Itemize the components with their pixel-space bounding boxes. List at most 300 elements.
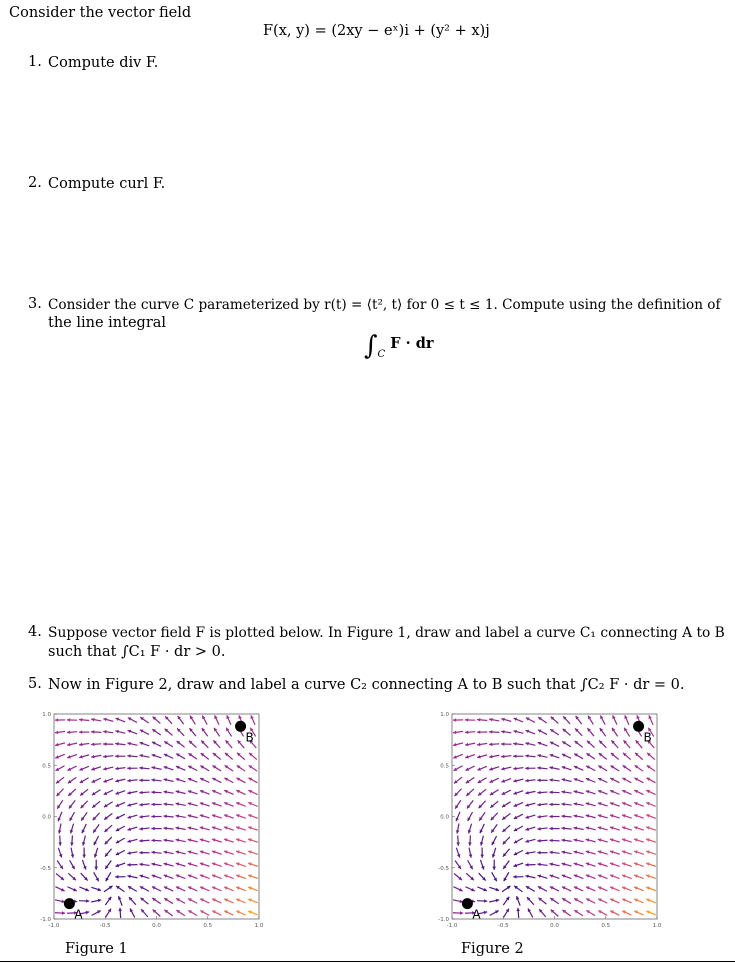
- vector-arrow: [139, 766, 149, 770]
- vector-arrow: [188, 838, 198, 841]
- vector-arrow: [598, 910, 607, 915]
- vector-arrow: [188, 802, 198, 806]
- vector-arrow: [127, 875, 137, 879]
- vector-arrow: [213, 740, 220, 748]
- vector-arrow: [140, 898, 148, 904]
- vector-arrow: [622, 802, 632, 806]
- vector-arrow: [503, 837, 510, 844]
- vector-arrow: [480, 836, 483, 846]
- vector-arrow: [538, 730, 547, 735]
- vector-arrow: [248, 814, 258, 818]
- vector-arrow: [574, 886, 583, 891]
- q4-number: 4.: [28, 624, 42, 640]
- vector-arrow: [177, 728, 184, 735]
- vector-arrow: [491, 824, 497, 832]
- vector-arrow: [202, 728, 208, 736]
- x-tick-label: 1.0: [254, 923, 264, 929]
- vector-arrow: [103, 742, 113, 746]
- vector-arrow: [465, 766, 474, 771]
- vector-arrow: [622, 886, 632, 890]
- vector-arrow: [622, 898, 631, 902]
- vector-arrow: [550, 898, 558, 904]
- vector-arrow: [456, 812, 460, 821]
- vector-arrow: [248, 790, 257, 795]
- vector-arrow: [67, 730, 77, 734]
- vector-arrow: [647, 753, 655, 760]
- vector-arrow: [249, 753, 257, 760]
- vector-arrow: [610, 850, 620, 854]
- vector-arrow: [468, 812, 473, 821]
- vector-arrow: [634, 886, 644, 890]
- vector-arrow: [588, 716, 593, 725]
- vector-arrow: [127, 754, 137, 758]
- vector-arrow: [480, 824, 485, 833]
- vector-arrow: [163, 839, 173, 843]
- point-b: [235, 721, 246, 732]
- q4-text-line2: such that ∫C₁ F · dr > 0.: [48, 644, 226, 660]
- vector-arrow: [525, 766, 535, 770]
- vector-arrow: [237, 753, 245, 760]
- vector-arrow: [81, 873, 88, 880]
- vector-arrow: [646, 838, 656, 842]
- vector-arrow: [103, 718, 113, 722]
- vector-arrow: [103, 767, 113, 771]
- vector-arrow: [550, 886, 559, 891]
- vector-arrow: [127, 815, 137, 819]
- vector-arrow: [646, 862, 656, 866]
- vector-arrow: [466, 873, 474, 880]
- vector-arrow: [79, 743, 89, 747]
- vector-arrow: [598, 850, 608, 854]
- vector-arrow: [513, 767, 523, 771]
- vector-arrow: [237, 765, 245, 771]
- vector-arrow: [55, 887, 64, 892]
- vector-arrow: [236, 862, 246, 866]
- vector-arrow: [477, 899, 487, 903]
- vector-arrow: [537, 815, 547, 819]
- vector-arrow: [176, 910, 185, 916]
- figure-1-vector-plot: [36, 708, 268, 940]
- vector-arrow: [598, 790, 608, 794]
- vector-arrow: [610, 765, 619, 771]
- vector-arrow: [549, 790, 559, 794]
- x-tick-label: 0.5: [601, 923, 611, 929]
- vector-arrow: [586, 850, 596, 854]
- vector-arrow: [610, 790, 619, 794]
- field-equation: F(x, y) = (2xy − eˣ)i + (y² + x)j: [263, 23, 490, 39]
- vector-arrow: [92, 910, 101, 915]
- vector-arrow: [67, 887, 76, 892]
- vector-arrow: [611, 753, 619, 760]
- vector-arrow: [598, 874, 608, 878]
- vector-arrow: [624, 740, 631, 748]
- vector-arrow: [79, 730, 89, 734]
- vector-arrow: [152, 729, 160, 735]
- vector-arrow: [248, 874, 258, 878]
- vector-arrow: [94, 872, 99, 881]
- vector-arrow: [248, 802, 257, 806]
- vector-arrow: [610, 886, 619, 890]
- vector-arrow: [236, 838, 246, 842]
- vector-arrow: [468, 824, 472, 834]
- vector-arrow: [116, 838, 125, 843]
- vector-arrow: [82, 824, 87, 833]
- vector-arrow: [104, 886, 112, 892]
- vector-arrow: [634, 850, 644, 854]
- vector-arrow: [79, 887, 88, 891]
- integrand: F · dr: [390, 335, 434, 352]
- vector-arrow: [634, 862, 644, 866]
- vector-arrow: [176, 874, 186, 878]
- vector-arrow: [516, 896, 520, 906]
- vector-arrow: [501, 718, 511, 722]
- vector-arrow: [598, 838, 608, 842]
- vector-arrow: [164, 754, 173, 759]
- vector-arrow: [163, 815, 173, 819]
- vector-arrow: [188, 766, 197, 771]
- vector-arrow: [224, 862, 234, 866]
- vector-arrow: [574, 838, 584, 842]
- vector-arrow: [238, 740, 245, 748]
- vector-arrow: [469, 848, 473, 858]
- vector-arrow: [561, 802, 571, 806]
- vector-arrow: [478, 778, 487, 783]
- vector-arrow: [127, 803, 137, 807]
- vector-arrow: [646, 826, 656, 830]
- q3-text-line1: Consider the curve C parameterized by r(t) = ⟨t², t⟩ for 0 ≤ t ≤ 1. Compute using the definition of: [48, 297, 721, 313]
- vector-arrow: [212, 886, 221, 890]
- point-b-label: B: [643, 730, 652, 745]
- vector-arrow: [501, 755, 511, 759]
- vector-arrow: [514, 826, 523, 831]
- vector-arrow: [224, 826, 234, 830]
- vector-arrow: [598, 898, 607, 903]
- vector-arrow: [127, 863, 137, 867]
- point-a-label: A: [472, 907, 481, 922]
- vector-arrow: [189, 741, 197, 748]
- vector-arrow: [248, 838, 258, 842]
- vector-arrow: [188, 826, 198, 829]
- vector-arrow: [562, 898, 571, 903]
- vector-arrow: [236, 886, 246, 890]
- vector-arrow: [176, 826, 186, 830]
- vector-arrow: [93, 813, 100, 820]
- vector-arrow: [213, 753, 221, 760]
- vector-arrow: [127, 742, 137, 746]
- vector-arrow: [115, 779, 125, 783]
- vector-arrow: [454, 766, 463, 771]
- vector-arrow: [81, 812, 87, 820]
- vector-arrow: [646, 886, 656, 890]
- vector-arrow: [200, 850, 210, 854]
- vector-arrow: [480, 860, 484, 870]
- vector-arrow: [115, 754, 125, 758]
- vector-arrow: [55, 718, 65, 722]
- q4-text-line1: Suppose vector field F is plotted below. In Figure 1, draw and label a curve C₁ connecting A to B: [48, 625, 725, 641]
- vector-arrow: [188, 862, 198, 866]
- vector-arrow: [622, 911, 631, 916]
- vector-arrow: [139, 791, 149, 795]
- vector-arrow: [538, 742, 548, 746]
- vector-arrow: [152, 874, 162, 878]
- vector-arrow: [634, 826, 644, 830]
- vector-arrow: [586, 898, 595, 903]
- vector-arrow: [69, 800, 75, 808]
- vector-arrow: [116, 850, 125, 855]
- vector-arrow: [139, 827, 149, 831]
- vector-arrow: [550, 729, 558, 735]
- vector-arrow: [576, 716, 582, 724]
- vector-arrow: [586, 766, 595, 771]
- vector-arrow: [164, 874, 174, 878]
- vector-arrow: [647, 765, 655, 771]
- vector-arrow: [525, 791, 535, 795]
- vector-arrow: [489, 767, 499, 771]
- vector-arrow: [103, 755, 113, 759]
- vector-arrow: [92, 801, 100, 808]
- vector-arrow: [525, 839, 535, 843]
- vector-arrow: [139, 754, 149, 758]
- y-tick-label: 0.5: [42, 763, 51, 770]
- vector-arrow: [622, 874, 632, 878]
- vector-arrow: [610, 862, 620, 866]
- vector-arrow: [140, 717, 148, 723]
- vector-arrow: [103, 779, 113, 783]
- vector-arrow: [200, 790, 210, 794]
- vector-arrow: [105, 837, 112, 844]
- vector-arrow: [574, 850, 584, 853]
- vector-arrow: [68, 777, 76, 783]
- vector-arrow: [586, 826, 596, 829]
- vector-arrow: [562, 778, 572, 782]
- vector-arrow: [610, 826, 620, 830]
- vector-arrow: [562, 851, 572, 855]
- vector-arrow: [634, 899, 643, 903]
- vector-arrow: [514, 718, 524, 722]
- vector-arrow: [79, 766, 88, 770]
- x-tick-label: 1.0: [652, 923, 662, 929]
- vector-arrow: [212, 814, 222, 818]
- y-tick-label: -0.5: [40, 865, 51, 872]
- vector-arrow: [224, 778, 233, 783]
- vector-arrow: [236, 790, 245, 795]
- vector-arrow: [539, 909, 546, 917]
- vector-arrow: [176, 790, 186, 793]
- vector-arrow: [646, 874, 656, 878]
- vector-arrow: [526, 730, 536, 734]
- q1-number: 1.: [28, 54, 42, 70]
- vector-arrow: [200, 838, 210, 842]
- vector-arrow: [128, 886, 137, 891]
- vector-arrow: [453, 911, 463, 915]
- vector-arrow: [212, 765, 221, 771]
- vector-arrow: [176, 850, 186, 853]
- vector-arrow: [513, 754, 523, 758]
- vector-arrow: [489, 718, 499, 722]
- vector-arrow: [455, 800, 461, 809]
- vector-arrow: [200, 862, 210, 866]
- vector-arrow: [128, 718, 137, 723]
- vector-arrow: [118, 896, 122, 906]
- vector-arrow: [466, 777, 474, 783]
- vector-arrow: [106, 872, 111, 881]
- vector-arrow: [94, 860, 98, 870]
- vector-arrow: [477, 887, 486, 891]
- vector-arrow: [188, 753, 196, 759]
- vector-arrow: [478, 789, 486, 795]
- vector-arrow: [489, 887, 499, 891]
- vector-arrow: [453, 900, 463, 904]
- vector-arrow: [561, 839, 571, 843]
- vector-arrow: [163, 827, 173, 831]
- vector-arrow: [514, 838, 523, 843]
- vector-arrow: [165, 716, 172, 724]
- vector-arrow: [456, 836, 460, 846]
- vector-arrow: [479, 812, 485, 820]
- vector-arrow: [163, 790, 173, 794]
- vector-arrow: [248, 899, 258, 903]
- vector-arrow: [164, 778, 174, 782]
- vector-arrow: [549, 839, 559, 843]
- vector-arrow: [525, 827, 535, 831]
- q5-number: 5.: [28, 676, 42, 692]
- vector-arrow: [646, 899, 656, 903]
- vector-arrow: [634, 814, 644, 818]
- vector-arrow: [634, 874, 644, 878]
- vector-arrow: [224, 802, 234, 806]
- vector-arrow: [537, 839, 547, 843]
- vector-arrow: [468, 836, 472, 846]
- vector-arrow: [152, 886, 161, 891]
- vector-arrow: [454, 874, 462, 881]
- vector-arrow: [477, 743, 487, 747]
- vector-arrow: [214, 728, 220, 737]
- vector-arrow: [140, 886, 149, 891]
- vector-arrow: [622, 826, 632, 830]
- vector-arrow: [502, 886, 510, 892]
- vector-arrow: [513, 863, 523, 867]
- vector-arrow: [80, 789, 88, 795]
- vector-arrow: [200, 874, 210, 878]
- vector-arrow: [224, 838, 234, 842]
- vector-arrow: [115, 875, 125, 879]
- vector-arrow: [176, 862, 186, 866]
- vector-arrow: [67, 755, 77, 759]
- vector-arrow: [93, 824, 99, 832]
- vector-arrow: [91, 730, 101, 734]
- vector-arrow: [202, 715, 207, 724]
- vector-arrow: [489, 730, 499, 734]
- vector-arrow: [491, 813, 498, 820]
- vector-arrow: [139, 779, 149, 783]
- vector-arrow: [612, 715, 617, 724]
- q3-text-line2: the line integral: [48, 315, 167, 331]
- vector-arrow: [139, 839, 149, 843]
- vector-arrow: [163, 802, 173, 806]
- vector-arrow: [453, 718, 463, 722]
- vector-arrow: [562, 766, 572, 770]
- line-integral: [364, 333, 434, 360]
- vector-arrow: [525, 742, 535, 746]
- vector-arrow: [587, 741, 595, 748]
- vector-arrow: [600, 715, 605, 724]
- vector-arrow: [116, 826, 125, 831]
- vector-arrow: [598, 814, 608, 818]
- vector-arrow: [128, 730, 138, 734]
- vector-arrow: [561, 790, 571, 794]
- vector-arrow: [525, 875, 535, 879]
- vector-arrow: [153, 910, 161, 917]
- vector-arrow: [549, 851, 559, 855]
- vector-arrow: [465, 718, 475, 722]
- q2-text: Compute curl F.: [48, 176, 166, 192]
- vector-arrow: [164, 898, 173, 903]
- vector-arrow: [598, 826, 608, 830]
- vector-arrow: [574, 862, 584, 866]
- vector-arrow: [454, 777, 462, 783]
- vector-arrow: [492, 860, 496, 870]
- vector-arrow: [176, 778, 186, 782]
- vector-arrow: [224, 911, 233, 916]
- vector-arrow: [248, 886, 258, 890]
- vector-arrow: [188, 814, 198, 817]
- vector-arrow: [80, 778, 89, 783]
- vector-arrow: [501, 742, 511, 746]
- vector-arrow: [140, 742, 150, 746]
- vector-arrow: [164, 862, 174, 866]
- vector-arrow: [610, 874, 620, 878]
- vector-arrow: [68, 789, 76, 796]
- x-tick-label: -1.0: [446, 923, 458, 929]
- vector-arrow: [549, 863, 559, 867]
- vector-arrow: [164, 766, 174, 770]
- vector-arrow: [528, 908, 533, 917]
- vector-arrow: [549, 815, 559, 819]
- vector-arrow: [224, 814, 234, 818]
- vector-arrow: [490, 778, 499, 783]
- vector-arrow: [646, 850, 656, 854]
- figure-2-caption: Figure 2: [461, 941, 524, 957]
- vector-arrow: [200, 826, 210, 830]
- vector-arrow: [538, 886, 547, 891]
- vector-arrow: [188, 910, 197, 915]
- vector-arrow: [212, 802, 222, 806]
- vector-arrow: [574, 766, 583, 770]
- vector-arrow: [611, 740, 618, 748]
- vector-arrow: [537, 779, 547, 783]
- vector-arrow: [561, 827, 571, 831]
- vector-arrow: [212, 790, 221, 794]
- vector-arrow: [490, 910, 499, 915]
- vector-arrow: [525, 779, 535, 783]
- vector-arrow: [55, 900, 65, 904]
- vector-arrow: [152, 742, 161, 747]
- vector-arrow: [200, 898, 209, 903]
- vector-arrow: [115, 863, 125, 867]
- vector-arrow: [57, 789, 64, 796]
- vector-arrow: [623, 765, 631, 771]
- vector-arrow: [79, 755, 89, 759]
- vector-arrow: [79, 718, 89, 722]
- y-tick-label: -1.0: [438, 917, 449, 923]
- vector-arrow: [201, 753, 209, 759]
- vector-arrow: [127, 779, 137, 783]
- vector-arrow: [624, 728, 629, 737]
- q3-number: 3.: [28, 296, 42, 312]
- vector-arrow: [610, 802, 620, 806]
- vector-arrow: [140, 730, 149, 735]
- vector-arrow: [116, 802, 125, 806]
